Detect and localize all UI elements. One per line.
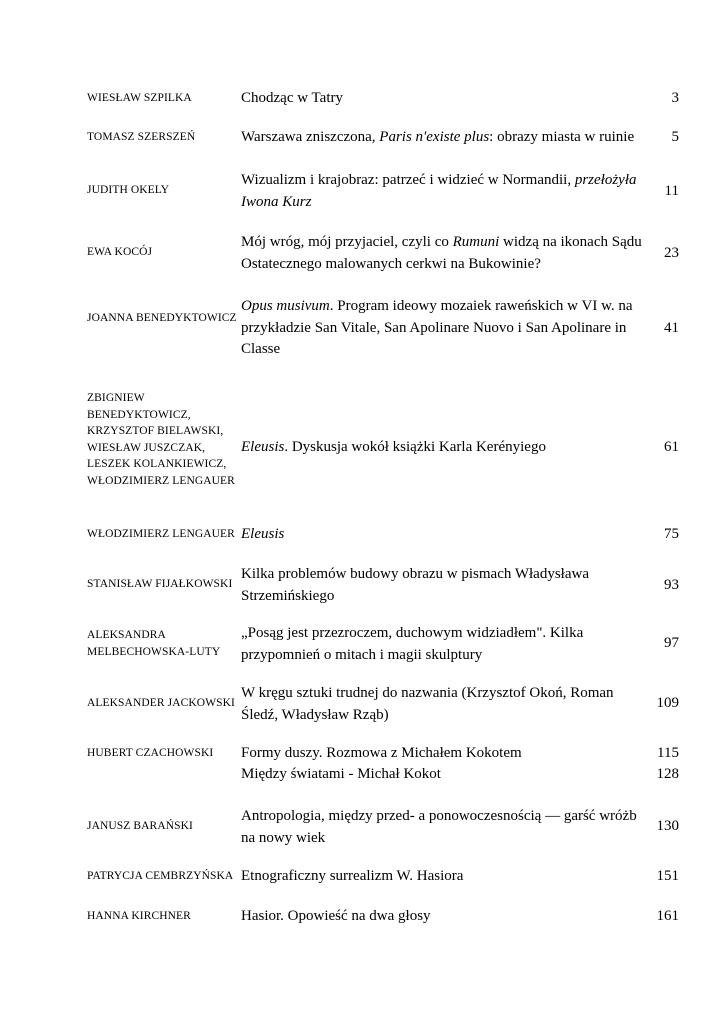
entry-page-number: 61 (664, 439, 679, 455)
entry-page-number: 23 (664, 245, 679, 261)
entry-title[interactable] (241, 127, 651, 149)
entry-title[interactable]: Eleusis (241, 526, 285, 542)
entry-author: HANNA KIRCHNER (87, 910, 191, 922)
entry-author: PATRYCJA CEMBRZYŃSKA (87, 870, 234, 882)
title-part-italic: Paris n'existe plus (379, 129, 490, 145)
entry-page-number: 11 (664, 183, 679, 199)
title-part: Warszawa zniszczona, (241, 129, 380, 145)
entry-page-number: 97 (664, 635, 679, 651)
entry-page-number: 41 (664, 320, 679, 336)
entry-author: ZBIGNIEW BENEDYKTOWICZ, KRZYSZTOF BIELAWSKI, WIESŁAW JUSZCZAK, LESZEK KOLANKIEWICZ, WŁODZIMIERZ LENGAUER (87, 392, 235, 487)
entry-title[interactable]: W kręgu sztuki trudnej do nazwania (Krzysztof Okoń, Roman Śledź, Władysław Rząb) (241, 685, 614, 723)
entry-title[interactable] (241, 437, 651, 459)
entry-author: JOANNA BENEDYKTOWICZ (87, 312, 237, 324)
entry-title-secondary[interactable]: Między światami - Michał Kokot (241, 766, 441, 782)
entry-page-number: 5 (671, 129, 679, 145)
title-part: . Program ideowy mozaiek raweńskich w VI w. na przykładzie San Vitale, San Apolinare Nuovo i San Apolinare in Classe (241, 298, 633, 357)
entry-author: EWA KOCÓJ (87, 246, 153, 258)
title-part-italic: Opus musivum (241, 298, 330, 314)
entry-author: WŁODZIMIERZ LENGAUER (87, 528, 235, 540)
entry-title[interactable]: Hasior. Opowieść na dwa głosy (241, 908, 431, 924)
entry-page-number: 3 (671, 90, 679, 106)
entry-title[interactable] (241, 296, 651, 361)
title-part: : obrazy miasta w ruinie (489, 129, 635, 145)
entry-page-number: 130 (656, 818, 679, 834)
entry-author: JUDITH OKELY (87, 184, 170, 196)
entry-page-number: 161 (656, 908, 679, 924)
entry-page-number-secondary: 128 (656, 766, 679, 782)
title-part: widzą na ikonach Sądu Ostatecznego malowanych cerkwi na Bukowinie? (241, 234, 642, 272)
title-part-italic: Eleusis (241, 439, 285, 455)
entry-author: HUBERT CZACHOWSKI (87, 747, 214, 759)
entry-title[interactable]: „Posąg jest przezroczem, duchowym widziadłem". Kilka przypomnień o mitach i magii skulptury (241, 625, 584, 663)
entry-author: WIESŁAW SZPILKA (87, 92, 192, 104)
entry-title[interactable] (241, 232, 651, 275)
title-part: . Dyskusja wokół książki Karla Kerényiego (284, 439, 546, 455)
entry-title[interactable]: Antropologia, między przed- a ponowoczesnością — garść wróżb na nowy wiek (241, 808, 637, 846)
title-part: Wizualizm i krajobraz: patrzeć i widzieć w Normandii, (241, 172, 575, 188)
entry-author: ALEKSANDRA MELBECHOWSKA-LUTY (87, 629, 221, 658)
title-part-italic: przełożyła Iwona Kurz (241, 172, 637, 210)
entry-title[interactable]: Chodząc w Tatry (241, 90, 343, 106)
entry-author: ALEKSANDER JACKOWSKI (87, 697, 235, 709)
entry-author: JANUSZ BARAŃSKI (87, 820, 193, 832)
title-part-italic: Rumuni (452, 234, 500, 250)
entry-title[interactable]: Etnograficzny surrealizm W. Hasiora (241, 868, 464, 884)
entry-author: TOMASZ SZERSZEŃ (87, 131, 196, 143)
entry-author: STANISŁAW FIJAŁKOWSKI (87, 578, 233, 590)
entry-title[interactable]: Formy duszy. Rozmowa z Michałem Kokotem (241, 745, 522, 761)
entry-title[interactable]: Kilka problemów budowy obrazu w pismach Władysława Strzemińskiego (241, 566, 589, 604)
entry-page-number: 109 (656, 695, 679, 711)
entry-page-number: 93 (664, 577, 679, 593)
entry-page-number: 115 (657, 745, 679, 761)
entry-page-number: 75 (664, 526, 679, 542)
entry-title[interactable] (241, 170, 651, 213)
entry-page-number: 151 (656, 868, 679, 884)
title-part: Mój wróg, mój przyjaciel, czyli co (241, 234, 453, 250)
